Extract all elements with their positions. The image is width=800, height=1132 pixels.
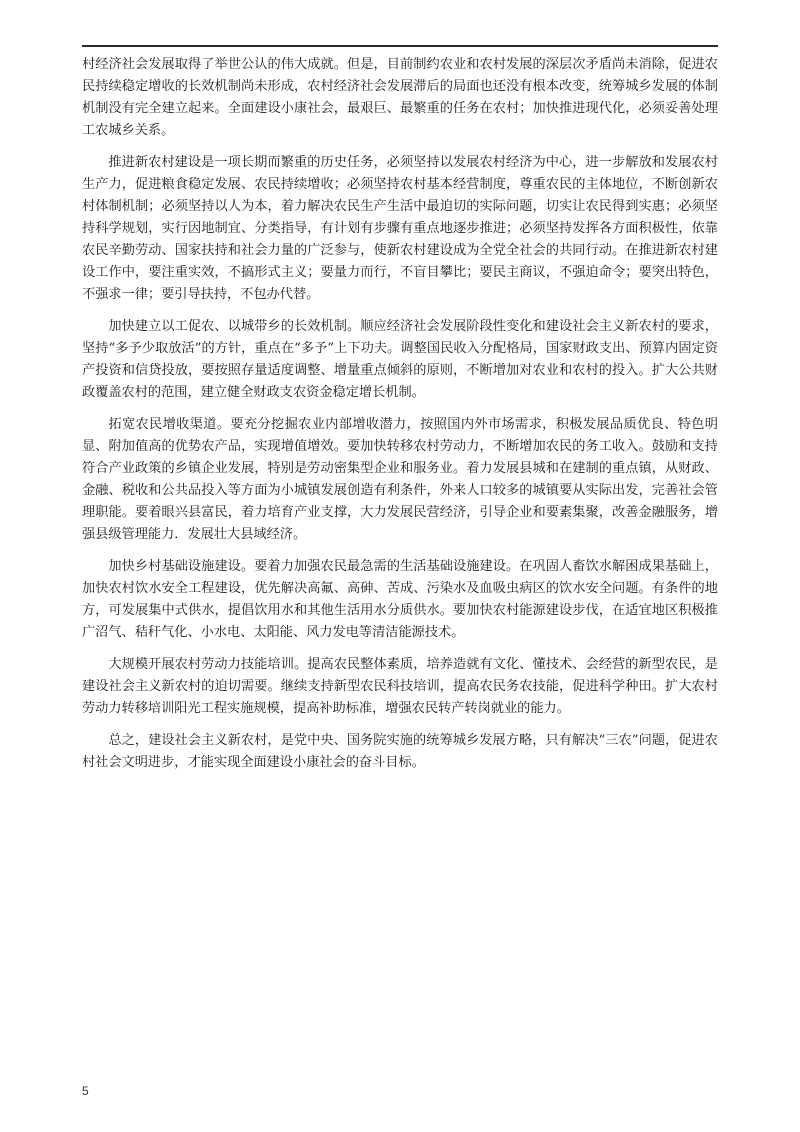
- paragraph-infrastructure: 加快乡村基础设施建设。要着力加强农民最急需的生活基础设施建设。在巩固人畜饮水解困成果基础上，加快农村饮水安全工程建设，优先解决高氟、高砷、苦成、污染水及血吸虫病区的饮水安全问题。有条件的地方，可发展集中式供水，提倡饮用水和其他生活用水分质供水。要加快农村能源建设步伐，在适宜地区积极推广沼气、秸秆气化、小水电、太阳能、风力发电等清洁能源技术。: [82, 559, 718, 640]
- header-rule: [82, 45, 718, 47]
- paragraph-long-term-mechanism: 加快建立以工促农、以城带乡的长效机制。顺应经济社会发展阶段性变化和建设社会主义新农村的要求，坚持“多予少取放活”的方针，重点在“多予”上下功夫。调整国民收入分配格局，国家财政支出、预算内固定资产投资和信贷投放，要按照存量适度调整、增量重点倾斜的原则，不断增加对农业和农村的投入。扩大公共财政覆盖农村的范围，建立健全财政支农资金稳定增长机制。: [82, 319, 718, 400]
- paragraph-skills-training: 大规模开展农村劳动力技能培训。提高农民整体素质，培养造就有文化、懂技术、会经营的新型农民，是建设社会主义新农村的迫切需要。继续支持新型农民科技培训，提高农民务农技能，促进科学种田。扩大农村劳动力转移培训阳光工程实施规模，提高补助标准，增强农民转产转岗就业的能力。: [82, 657, 718, 716]
- paragraph-new-countryside-tasks: 推进新农村建设是一项长期而繁重的历史任务，必须坚持以发展农村经济为中心，进一步解放和发展农村生产力，促进粮食稳定发展、农民持续增收；必须坚持农村基本经营制度，尊重农民的主体地位，不断创新农村体制机制；必须坚持以人为本，着力解决农民生产生活中最迫切的实际问题，切实让农民得到实惠；必须坚持科学规划，实行因地制宜、分类指导，有计划有步骤有重点地逐步推进；必须坚持发挥各方面积极性，依靠农民辛勤劳动、国家扶持和社会力量的广泛参与，使新农村建设成为全党全社会的共同行动。在推进新农村建设工作中，要注重实效，不搞形式主义；要量力而行，不盲目攀比；要民主商议，不强迫命令；要突出特色，不强求一律；要引导扶持，不包办代替。: [82, 155, 718, 302]
- paragraph-conclusion: 总之，建设社会主义新农村，是党中央、国务院实施的统筹城乡发展方略，只有解决“三农”问题，促进农村社会文明进步，才能实现全面建设小康社会的奋斗目标。: [82, 733, 718, 770]
- page-number: 5: [82, 1084, 89, 1098]
- paragraph-continuation: 村经济社会发展取得了举世公认的伟大成就。但是，目前制约农业和农村发展的深层次矛盾尚未消除，促进农民持续稳定增收的长效机制尚未形成，农村经济社会发展滞后的局面也还没有根本改变，统筹城乡发展的体制机制没有完全建立起来。全面建设小康社会，最艰巨、最繁重的任务在农村；加快推进现代化，必须妥善处理工农城乡关系。: [82, 57, 718, 138]
- document-body: [82, 54, 718, 784]
- paragraph-income-channels: 拓宽农民增收渠道。要充分挖掘农业内部增收潜力，按照国内外市场需求，积极发展品质优良、特色明显、附加值高的优势农产品，实现增值增效。要加快转移农村劳动力，不断增加农民的务工收入。鼓励和支持符合产业政策的乡镇企业发展，特别是劳动密集型企业和服务业。着力发展县城和在建制的重点镇，从财政、金融、税收和公共品投入等方面为小城镇发展创造有利条件，外来人口较多的城镇要从实际出发，完善社会管理职能。要着眼兴县富民，着力培育产业支撑，大力发展民营经济，引导企业和要素集聚，改善金融服务，增强县级管理能力．发展壮大县域经济。: [82, 417, 718, 542]
